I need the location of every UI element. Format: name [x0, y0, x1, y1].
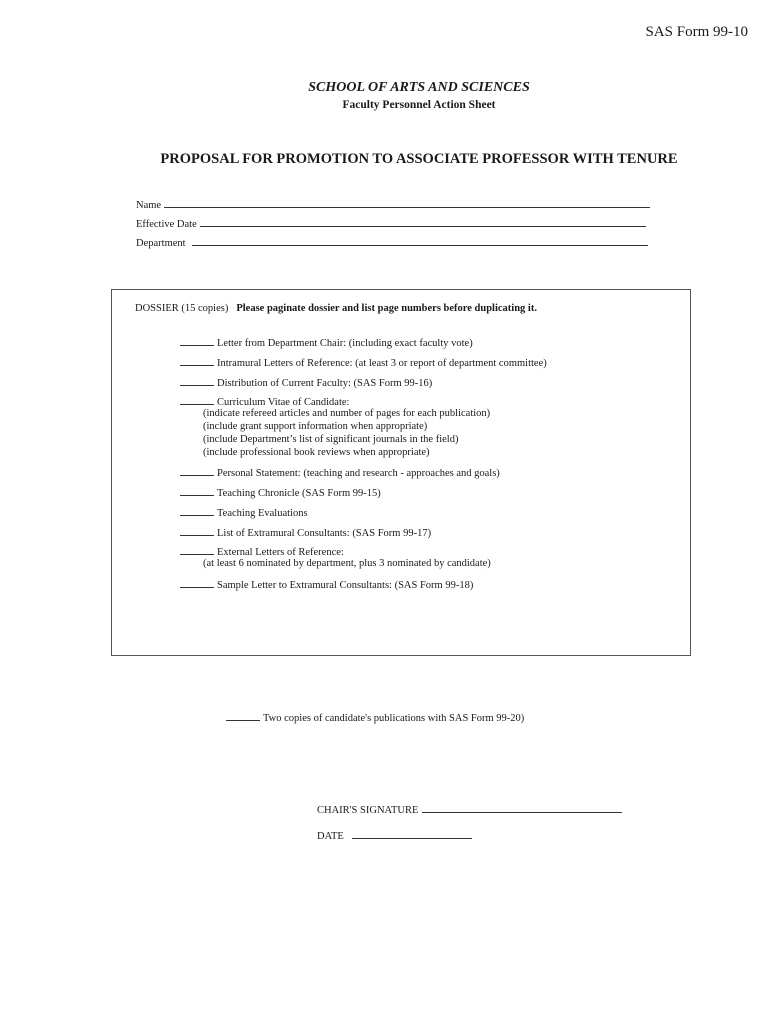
checklist-item-label: Distribution of Current Faculty: (SAS Form 99-16) [217, 378, 433, 389]
dossier-note: Please paginate dossier and list page numbers before duplicating it. [236, 303, 537, 314]
department-line[interactable] [192, 236, 648, 246]
cv-note: (include professional book reviews when appropriate) [203, 447, 430, 458]
check-blank[interactable] [180, 466, 214, 476]
department-field[interactable] [136, 236, 648, 249]
checklist-item[interactable] [180, 506, 308, 519]
checklist-item-label: Personal Statement: (teaching and research - approaches and goals) [217, 468, 500, 479]
department-label: Department [136, 238, 186, 249]
checklist-item[interactable] [180, 526, 431, 539]
checklist-item[interactable] [180, 466, 500, 479]
effective-date-field[interactable] [136, 217, 646, 230]
checklist-item-label: External Letters of Reference: [217, 547, 344, 558]
check-blank[interactable] [180, 356, 214, 366]
checklist-item-label: Teaching Chronicle (SAS Form 99-15) [217, 488, 381, 499]
checklist-item-label: Curriculum Vitae of Candidate: [217, 397, 350, 408]
checklist-item[interactable] [180, 356, 547, 369]
date-label: DATE [317, 831, 344, 842]
checklist-item-label: Teaching Evaluations [217, 508, 308, 519]
check-blank[interactable] [180, 578, 214, 588]
checklist-item[interactable] [180, 336, 473, 349]
checklist-item[interactable] [180, 486, 381, 499]
chair-signature-line[interactable] [422, 803, 622, 813]
cv-note: (include Department’s list of significant journals in the field) [203, 434, 459, 445]
checklist-item-label: Sample Letter to Extramural Consultants: (SAS Form 99-18) [217, 580, 474, 591]
check-blank[interactable] [180, 506, 214, 516]
cv-note: (include grant support information when appropriate) [203, 421, 428, 432]
publications-label: Two copies of candidate's publications with SAS Form 99-20) [263, 713, 525, 724]
effective-date-line[interactable] [200, 217, 646, 227]
check-blank[interactable] [180, 376, 214, 386]
checklist-item[interactable] [180, 376, 432, 389]
check-blank[interactable] [180, 545, 214, 555]
checklist-item-label: List of Extramural Consultants: (SAS Form 99-17) [217, 528, 432, 539]
proposal-title: PROPOSAL FOR PROMOTION TO ASSOCIATE PROFESSOR WITH TENURE [160, 151, 678, 167]
effective-date-label: Effective Date [136, 219, 197, 230]
name-field[interactable] [136, 198, 650, 211]
checklist-item-label: Intramural Letters of Reference: (at least 3 or report of department committee) [217, 358, 547, 369]
external-note: (at least 6 nominated by department, plus 3 nominated by candidate) [203, 558, 491, 569]
dossier-title: DOSSIER (15 copies) [135, 303, 229, 314]
publications-item[interactable] [226, 711, 524, 724]
cv-note: (indicate refereed articles and number of pages for each publication) [203, 408, 491, 419]
chair-signature-label: CHAIR'S SIGNATURE [317, 805, 419, 816]
check-blank[interactable] [180, 395, 214, 405]
check-blank[interactable] [180, 336, 214, 346]
dossier-heading [135, 303, 537, 314]
form-subtitle: Faculty Personnel Action Sheet [342, 99, 496, 111]
check-blank[interactable] [226, 711, 260, 721]
date-field[interactable] [317, 829, 472, 842]
checklist-item[interactable] [180, 395, 349, 408]
name-label: Name [136, 200, 162, 211]
chair-signature-field[interactable] [317, 803, 622, 816]
school-title: SCHOOL OF ARTS AND SCIENCES [308, 80, 530, 95]
checklist-item[interactable] [180, 545, 344, 558]
checklist-item[interactable] [180, 578, 473, 591]
checklist-item-label: Letter from Department Chair: (including exact faculty vote) [217, 338, 473, 349]
date-line[interactable] [352, 829, 472, 839]
name-line[interactable] [164, 198, 650, 208]
check-blank[interactable] [180, 526, 214, 536]
check-blank[interactable] [180, 486, 214, 496]
form-number: SAS Form 99-10 [645, 24, 748, 40]
